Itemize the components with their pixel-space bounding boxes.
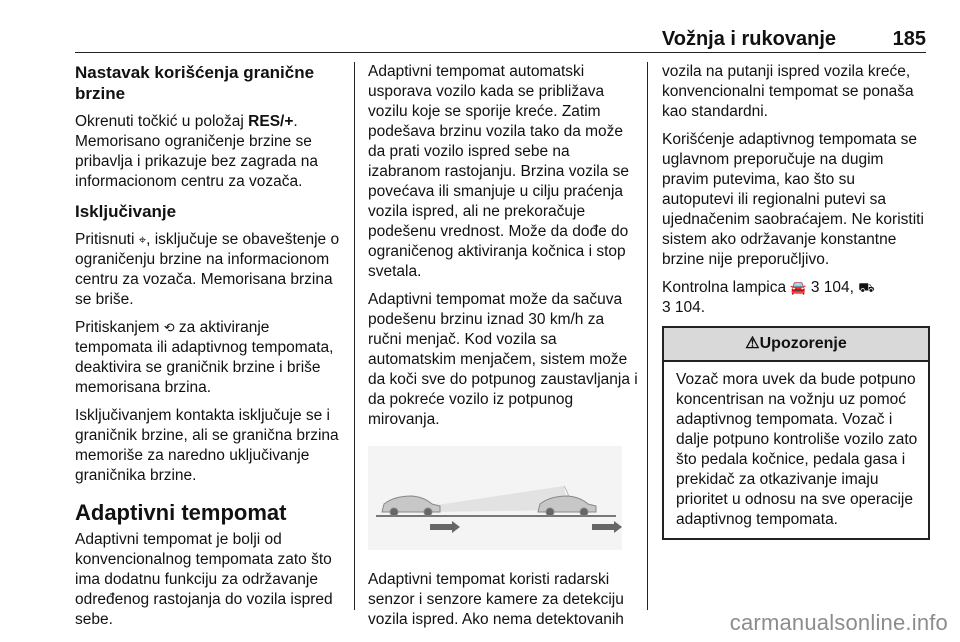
section-heading: Nastavak korišćenja granične brzine	[75, 63, 315, 103]
paragraph: Adaptivni tempomat je bolji od konvencionalnog tempomata zato što ima dodatnu funkciju za održavanje određenog rastojanja do vozila ispred sebe.	[75, 531, 333, 628]
cruise-control-icon: ⟲	[163, 320, 175, 335]
warning-text: Vozač mora uvek da bude potpuno koncentrisan na vožnju uz pomoć adaptivnog tempomata. Vozač i dalje potpuno kontroliše vozilo zato što pedala kočnice, pedala gasa i prekidač za otkazivanje imaju prioritet u odnosu na sve operacije adaptivnog tempomata.	[676, 371, 918, 528]
paragraph: Isključivanjem kontakta isključuje se i graničnik brzine, ali se granična brzina memoriše za naredno uključivanje graničnika brzine.	[75, 407, 339, 484]
paragraph: Pritiskanjem ⟲ za aktiviranje tempomata ili adaptivnog tempomata, deaktivira se graničnik brzine i briše memorisana brzina.	[75, 319, 334, 396]
adaptive-cruise-illustration	[368, 446, 622, 550]
paragraph: Korišćenje adaptivnog tempomata se uglavnom preporučuje na dugim pravim putevima, kao što su autoputevi ili regionalni putevi sa ujednačenim saobraćajem. Ne koristiti sistem ako održavanje konstantne brzine nije preporučljivo.	[662, 131, 924, 268]
speed-limiter-icon: ⌖	[138, 232, 147, 247]
watermark: carmanualsonline.info	[729, 610, 948, 635]
column-1	[75, 62, 345, 638]
page-number: 185	[892, 28, 926, 50]
paragraph: Adaptivni tempomat može da sačuva podešenu brzinu iznad 30 km/h za ručni menjač. Kod vozila sa automatskim menjačem, sistem može da koči sve do potpunog zaustavljanja i da pokreće vozilo iz potpunog mirovanja.	[368, 291, 638, 428]
car-ahead-icon: 🚘	[790, 280, 807, 295]
warning-triangle-icon: ⚠	[745, 335, 760, 352]
column-divider	[354, 62, 355, 610]
column-2	[368, 62, 638, 638]
car-distance-icon: ⛟	[858, 280, 875, 295]
paragraph: Pritisnuti ⌖, isključuje se obaveštenje o ograničenju brzine na informacionom centru za vozača. Memorisana brzina se briše.	[75, 231, 340, 308]
header-title: Vožnja i rukovanje	[661, 28, 836, 50]
paragraph: Okrenuti točkić u položaj RES/+. Memorisano ograničenje brzine se pribavlja i prikazuje bez zagrada na informacionom centru za vozača.	[75, 113, 318, 190]
section-heading: Isključivanje	[75, 202, 177, 221]
column-divider	[647, 62, 648, 610]
warning-box	[662, 326, 930, 540]
paragraph: Adaptivni tempomat automatski usporava vozilo kada se približava vozilu koje se sporije kreće. Zatim podešava brzinu vozila tako da može da prati vozilo ispred sebe na izabranom rastojanju. Brzina vozila se povećava ili smanjuje u cilju praćenja vozila ispred, ali ne prekoračuje podešenu vrednost. Može da dođe do ograničenog aktiviranja kočnica i stop svetala.	[368, 63, 630, 280]
main-heading: Adaptivni tempomat	[75, 500, 287, 525]
paragraph: Kontrolna lampica 🚘 3 104, ⛟ 3 104.	[662, 279, 875, 316]
header-rule	[75, 52, 926, 53]
warning-header: ⚠Upozorenje	[664, 328, 928, 362]
paragraph: Adaptivni tempomat koristi radarski senzor i senzore kamere za detekciju vozila ispred. Ako nema detektovanih	[368, 571, 624, 628]
paragraph: vozila na putanji ispred vozila kreće, konvencionalni tempomat se ponaša kao standardni.	[662, 63, 914, 120]
column-3	[662, 62, 930, 540]
control-label: RES/+	[248, 113, 294, 130]
page-header	[75, 28, 926, 50]
